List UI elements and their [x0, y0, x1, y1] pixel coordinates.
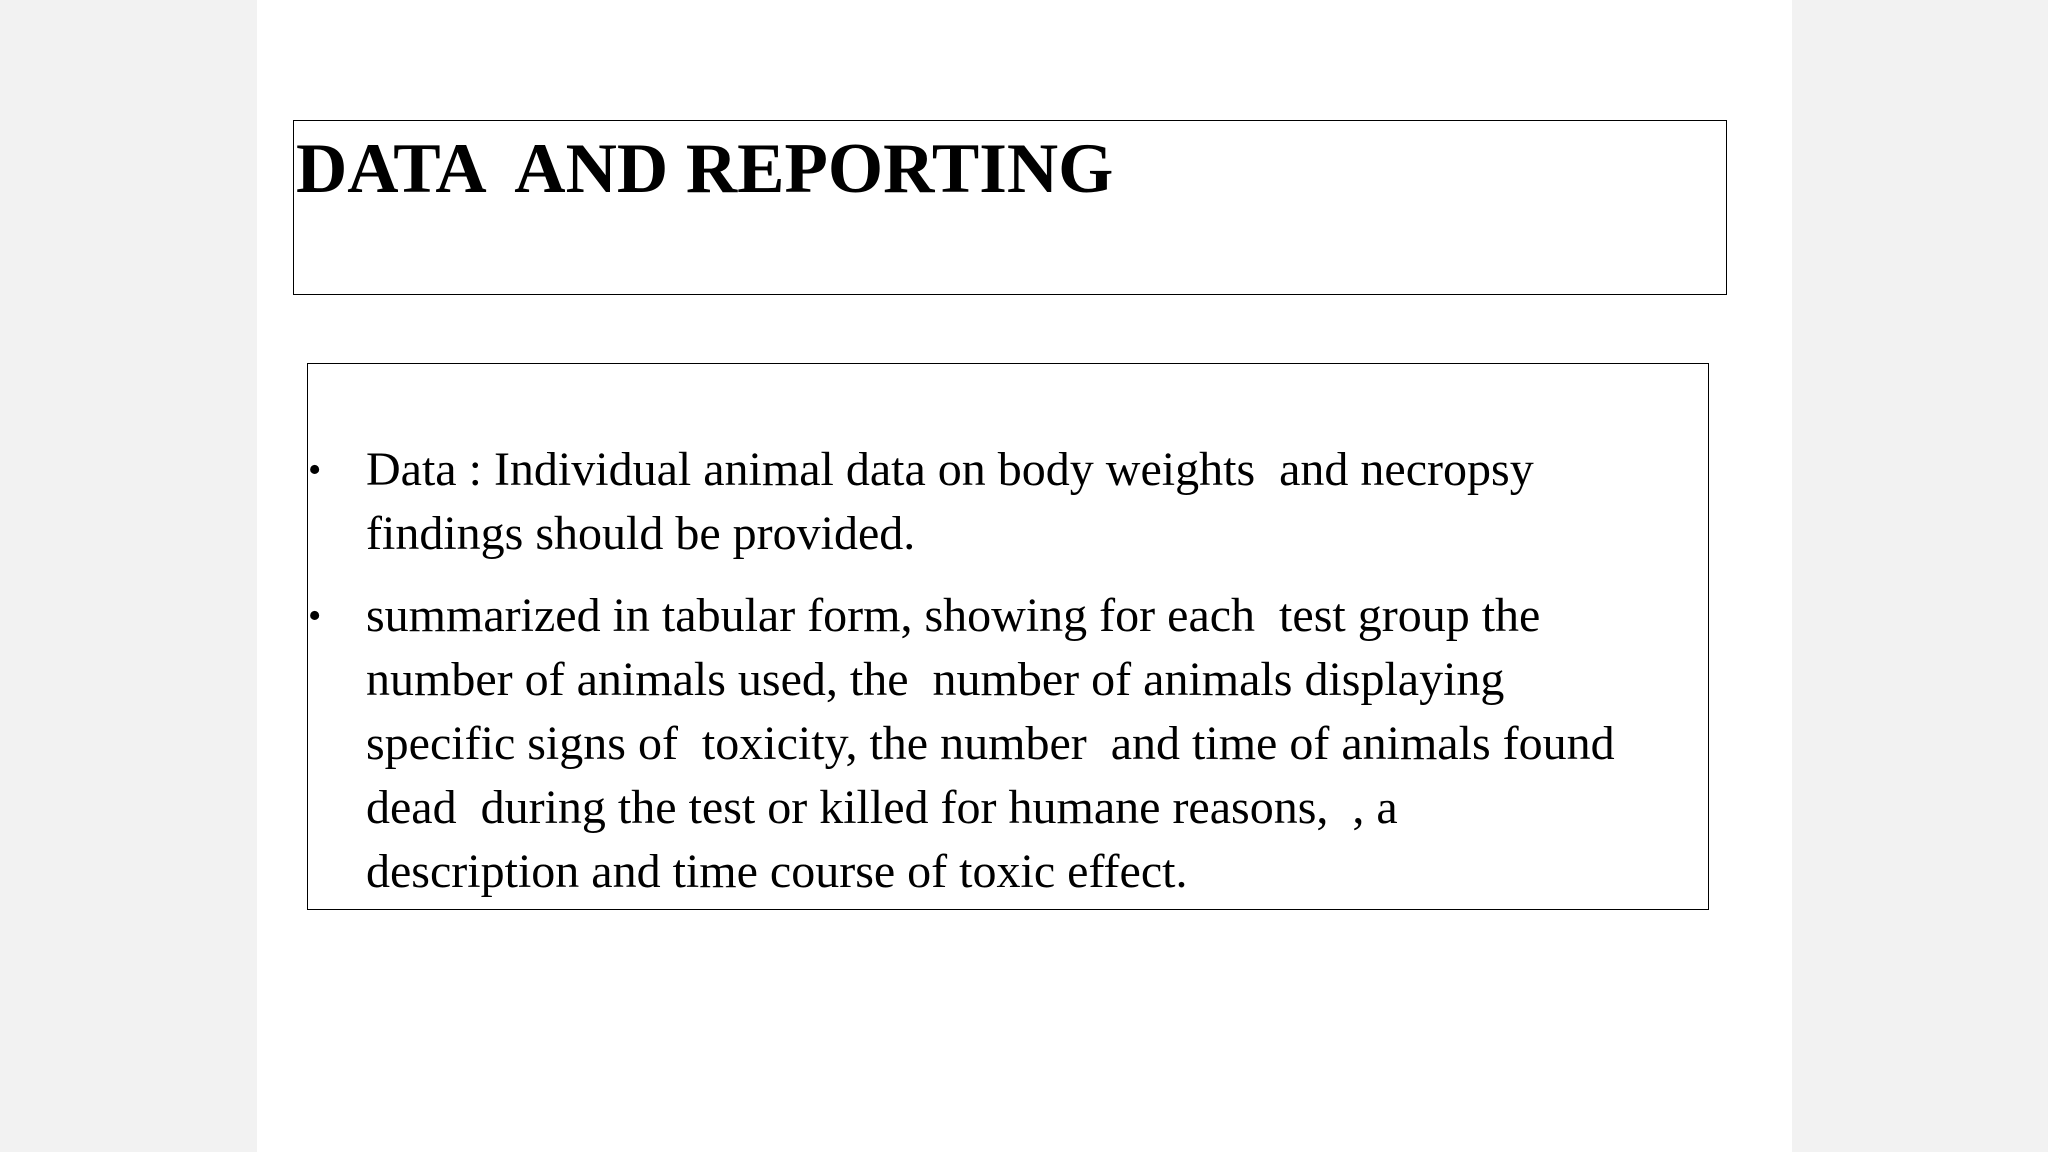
bullet-item [308, 438, 1708, 566]
slide-title: DATA AND REPORTING [296, 130, 1114, 208]
title-placeholder [293, 120, 1727, 295]
bullet-item [308, 584, 1708, 904]
content-placeholder [307, 363, 1709, 910]
slide [257, 0, 1792, 1152]
bullet-list [308, 438, 1708, 922]
bullet-marker: • [308, 595, 322, 637]
bullet-text: Data : Individual animal data on body weights and necropsy findings should be provided. [366, 443, 1534, 560]
bullet-text: summarized in tabular form, showing for each test group the number of animals used, the number of animals displaying specific signs of toxicity, the number and time of animals found dead during the test or killed for humane reasons, , a description and time course of toxic effect. [366, 589, 1615, 898]
bullet-marker: • [308, 449, 322, 491]
